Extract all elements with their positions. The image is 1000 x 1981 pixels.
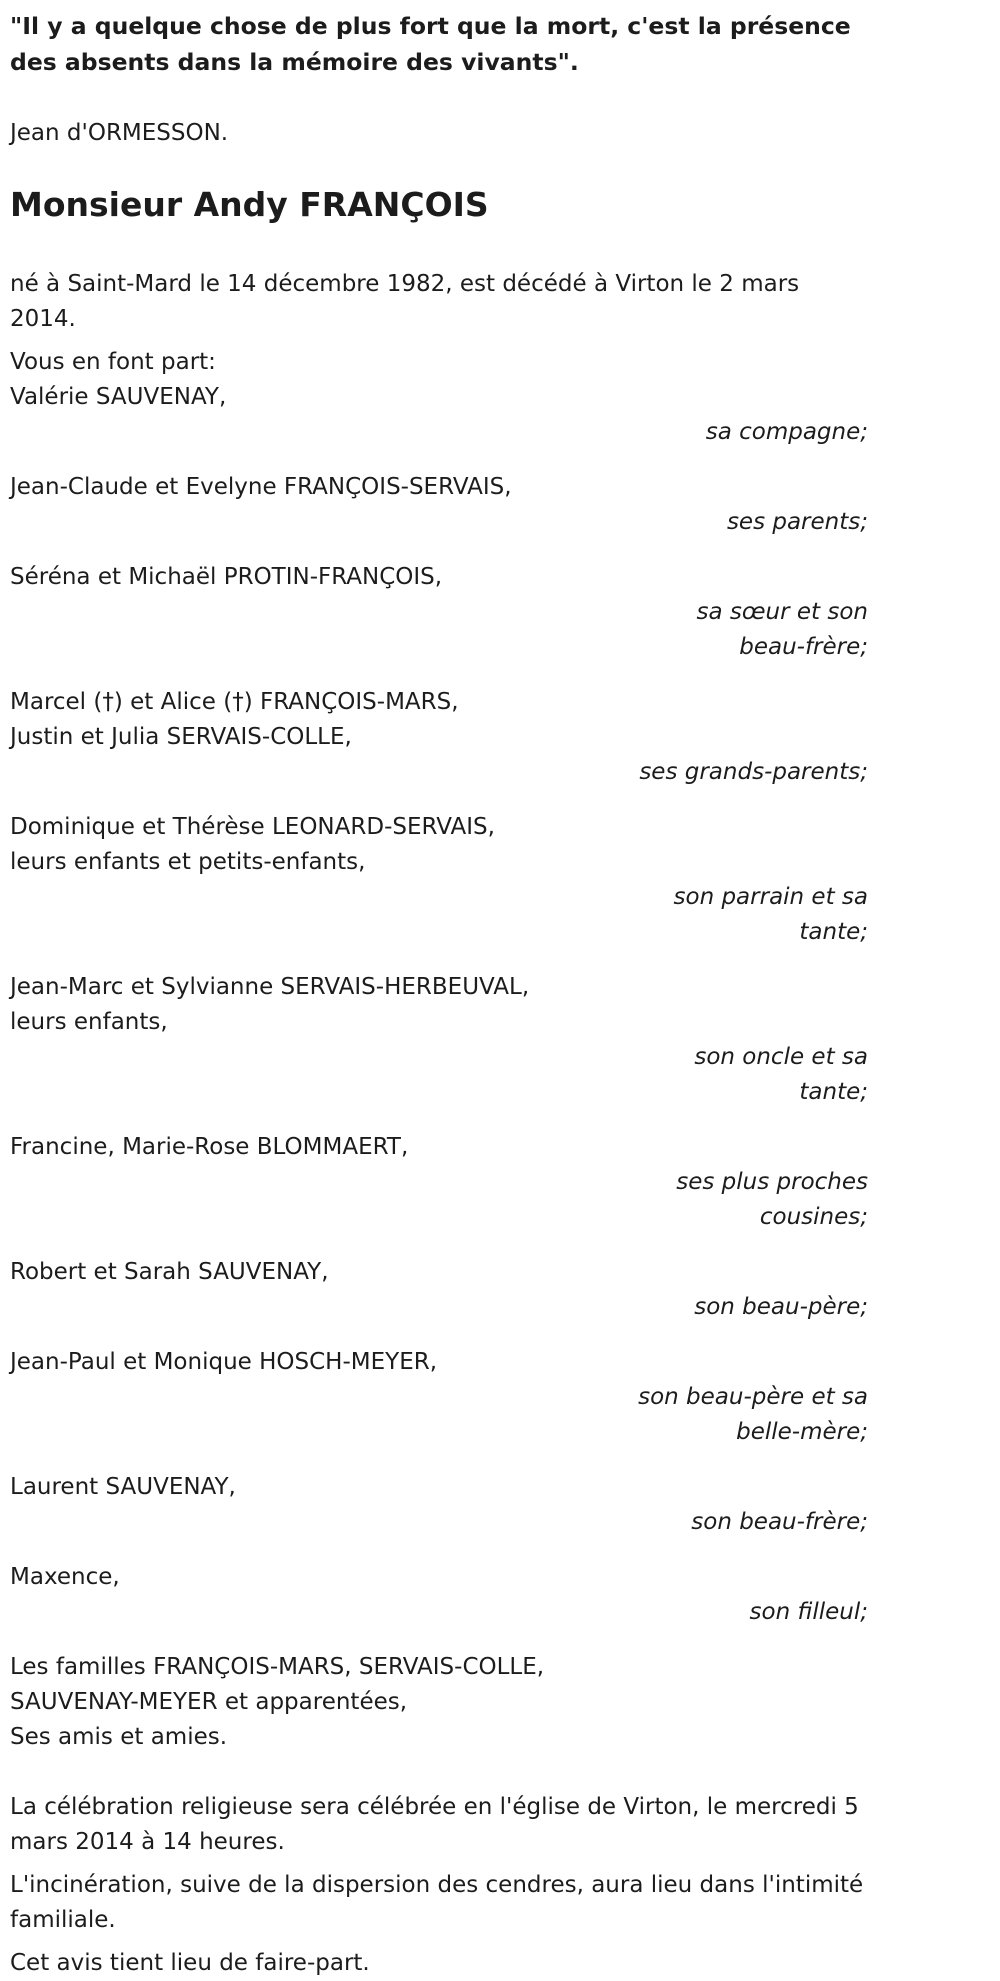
mourner-entry: [10, 470, 868, 540]
mourner-entry: [10, 685, 868, 790]
mourner-name: Jean-Paul et Monique HOSCH-MEYER,: [10, 1349, 438, 1375]
mourner-name: Jean-Claude et Evelyne FRANÇOIS-SERVAIS,: [10, 474, 512, 500]
mourner-name: Justin et Julia SERVAIS-COLLE,: [10, 724, 352, 750]
mourner-name: Robert et Sarah SAUVENAY,: [10, 1259, 329, 1285]
families-line: SAUVENAY-MEYER et apparentées,: [10, 1689, 408, 1715]
mourner-entry: [10, 1560, 868, 1630]
mourner-name: Maxence,: [10, 1564, 120, 1590]
birth-death-statement: né à Saint-Mard le 14 décembre 1982, est décédé à Virton le 2 mars 2014.: [10, 271, 800, 332]
mourner-relation: ses plus proches cousines;: [676, 1169, 868, 1230]
families-line: Les familles FRANÇOIS-MARS, SERVAIS-COLLE,: [10, 1654, 545, 1680]
mourner-entry: [10, 1470, 868, 1540]
mourner-name: Valérie SAUVENAY,: [10, 384, 227, 410]
mourner-relation: son filleul;: [749, 1599, 868, 1625]
mourner-name: leurs enfants et petits-enfants,: [10, 849, 366, 875]
mourner-entry: [10, 1130, 868, 1235]
deceased-name: Monsieur Andy FRANÇOIS: [10, 185, 489, 224]
announcement-label: Vous en font part:: [10, 349, 216, 375]
mourner-relation: son oncle et sa tante;: [694, 1044, 868, 1105]
incineration-info: L'incinération, suive de la dispersion des cendres, aura lieu dans l'intimité familiale.: [10, 1872, 864, 1933]
mourner-relation: ses grands-parents;: [639, 759, 868, 785]
mourner-name: Séréna et Michaël PROTIN-FRANÇOIS,: [10, 564, 443, 590]
families-block: [10, 1650, 868, 1755]
closing-note: Cet avis tient lieu de faire-part.: [10, 1950, 370, 1976]
mourner-relation: sa sœur et son beau-frère;: [696, 599, 868, 660]
obituary-column: [10, 8, 868, 1981]
mourner-relation: son beau-père;: [694, 1294, 868, 1320]
mourner-name: Francine, Marie-Rose BLOMMAERT,: [10, 1134, 409, 1160]
mourner-name: Laurent SAUVENAY,: [10, 1474, 236, 1500]
mourner-relation: son beau-père et sa belle-mère;: [638, 1384, 868, 1445]
mourner-relation: ses parents;: [726, 509, 868, 535]
mourner-relation: son beau-frère;: [691, 1509, 868, 1535]
quote: "Il y a quelque chose de plus fort que la mort, c'est la présence des absents dans la mémoire des vivants".: [10, 12, 851, 76]
ceremony-info: La célébration religieuse sera célébrée en l'église de Virton, le mercredi 5 mars 2014 à 14 heures.: [10, 1794, 859, 1855]
mourner-relation: sa compagne;: [705, 419, 868, 445]
mourner-entry: [10, 380, 868, 450]
mourner-entry: [10, 1345, 868, 1450]
mourner-entry: [10, 810, 868, 950]
mourner-entry: [10, 970, 868, 1110]
mourner-entry: [10, 560, 868, 665]
mourner-name: Jean-Marc et Sylvianne SERVAIS-HERBEUVAL,: [10, 974, 530, 1000]
friends-line: Ses amis et amies.: [10, 1724, 228, 1750]
mourner-name: leurs enfants,: [10, 1009, 168, 1035]
mourner-name: Dominique et Thérèse LEONARD-SERVAIS,: [10, 814, 495, 840]
mourner-name: Marcel (†) et Alice (†) FRANÇOIS-MARS,: [10, 689, 459, 715]
quote-author: Jean d'ORMESSON.: [10, 120, 229, 146]
mourners-list: [10, 380, 868, 1630]
mourner-entry: [10, 1255, 868, 1325]
mourner-relation: son parrain et sa tante;: [673, 884, 868, 945]
